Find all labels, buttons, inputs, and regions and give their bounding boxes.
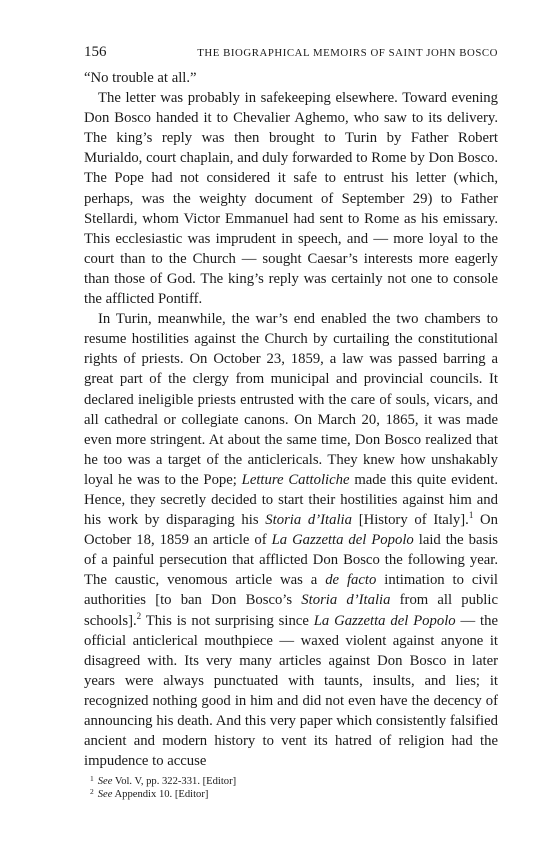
text-run: from all public schools]. — [84, 592, 498, 629]
footnotes — [84, 775, 498, 801]
text-run: In Turin, meanwhile, the war’s end enabled the two chambers to resume hostilities against the Church by curtailing the constitutional rights of priests. On October 23, 1859, a law was passed barring a great part of the clergy from municipal and provincial councils. It declared ineligible priests entrusted with the care of souls, vicars, and all cathedral or collegiate canons. On March 20, 1865, it was made even more stringent. At about the same time, Don Bosco realized that he too was a target of the anticlericals. They knew how unshakably loyal he was to the Pope; — [84, 311, 498, 488]
footnote-body: Vol. V, pp. 322-331. [Editor] — [112, 776, 237, 788]
text-run: On October 18, 1859 an article of — [84, 512, 499, 549]
paragraph-3 — [84, 309, 498, 771]
text-run: laid the basis of a painful persecution that afflicted Don Bosco the following year. The caustic, venomous article was a — [84, 532, 499, 589]
text-run: intimation to civil authorities [to ban Don Bosco’s — [84, 572, 499, 609]
footnote-text — [98, 788, 209, 801]
footnote-marker: 1 — [90, 774, 94, 784]
page-number: 156 — [84, 44, 107, 60]
footnote-see: See — [97, 776, 113, 788]
italic-title: Storia d’Italia — [265, 512, 352, 529]
footnote-ref-2: 2 — [136, 610, 142, 621]
footnote-2 — [90, 788, 498, 801]
page-header — [84, 44, 498, 61]
footnote-body: Appendix 10. [Editor] — [112, 789, 209, 801]
italic-title: La Gazzetta del Popolo — [313, 612, 456, 629]
footnote-marker: 2 — [90, 787, 94, 797]
running-head: THE BIOGRAPHICAL MEMOIRS OF SAINT JOHN BOSCO — [197, 47, 498, 59]
text-run: made this quite evident. Hence, they secretly decided to start their hostilities against him and his work by disparaging his — [84, 471, 498, 529]
text-run: — the official anticlerical mouthpiece — waxed violent against anyone it disagreed with. Its very many articles against Don Bosco in later years were always punctuated with taunts, insults, and lies; it recognized nothing good in him and did not even have the decency of announcing his death. And this very paper which consistently falsified ancient and modern history to vent its hatred of religion had the impudence to accuse — [84, 612, 498, 770]
italic-title: La Gazzetta del Popolo — [271, 532, 414, 549]
footnote-1 — [90, 775, 498, 788]
text-run: This is not surprising since — [141, 612, 314, 629]
body-text — [84, 68, 498, 771]
footnote-ref-1: 1 — [468, 510, 474, 521]
footnote-text — [98, 775, 236, 788]
text-run: [History of Italy]. — [351, 512, 469, 529]
paragraph-1: “No trouble at all.” — [84, 70, 197, 86]
footnote-see: See — [97, 789, 113, 801]
italic-phrase: de facto — [325, 572, 377, 589]
paragraph-2: The letter was probably in safekeeping elsewhere. Toward evening Don Bosco handed it to Chevalier Aghemo, who saw to its delivery. The king’s reply was then brought to Turin by Father Robert Murialdo, court chaplain, and duly forwarded to Rome by Don Bosco. The Pope had not considered it safe to entrust his letter (which, perhaps, was the weighty document of September 29) to Father Stellardi, whom Victor Emmanuel had sent to Rome as his emissary. This ecclesiastic was imprudent in speech, and — more loyal to the court than to the Church — sought Caesar’s interests more eagerly than those of God. The king’s reply was certainly not one to console the afflicted Pontiff. — [84, 90, 498, 308]
book-page — [84, 44, 498, 801]
italic-title: Letture Cattoliche — [241, 471, 350, 488]
italic-title: Storia d’Italia — [301, 592, 391, 609]
